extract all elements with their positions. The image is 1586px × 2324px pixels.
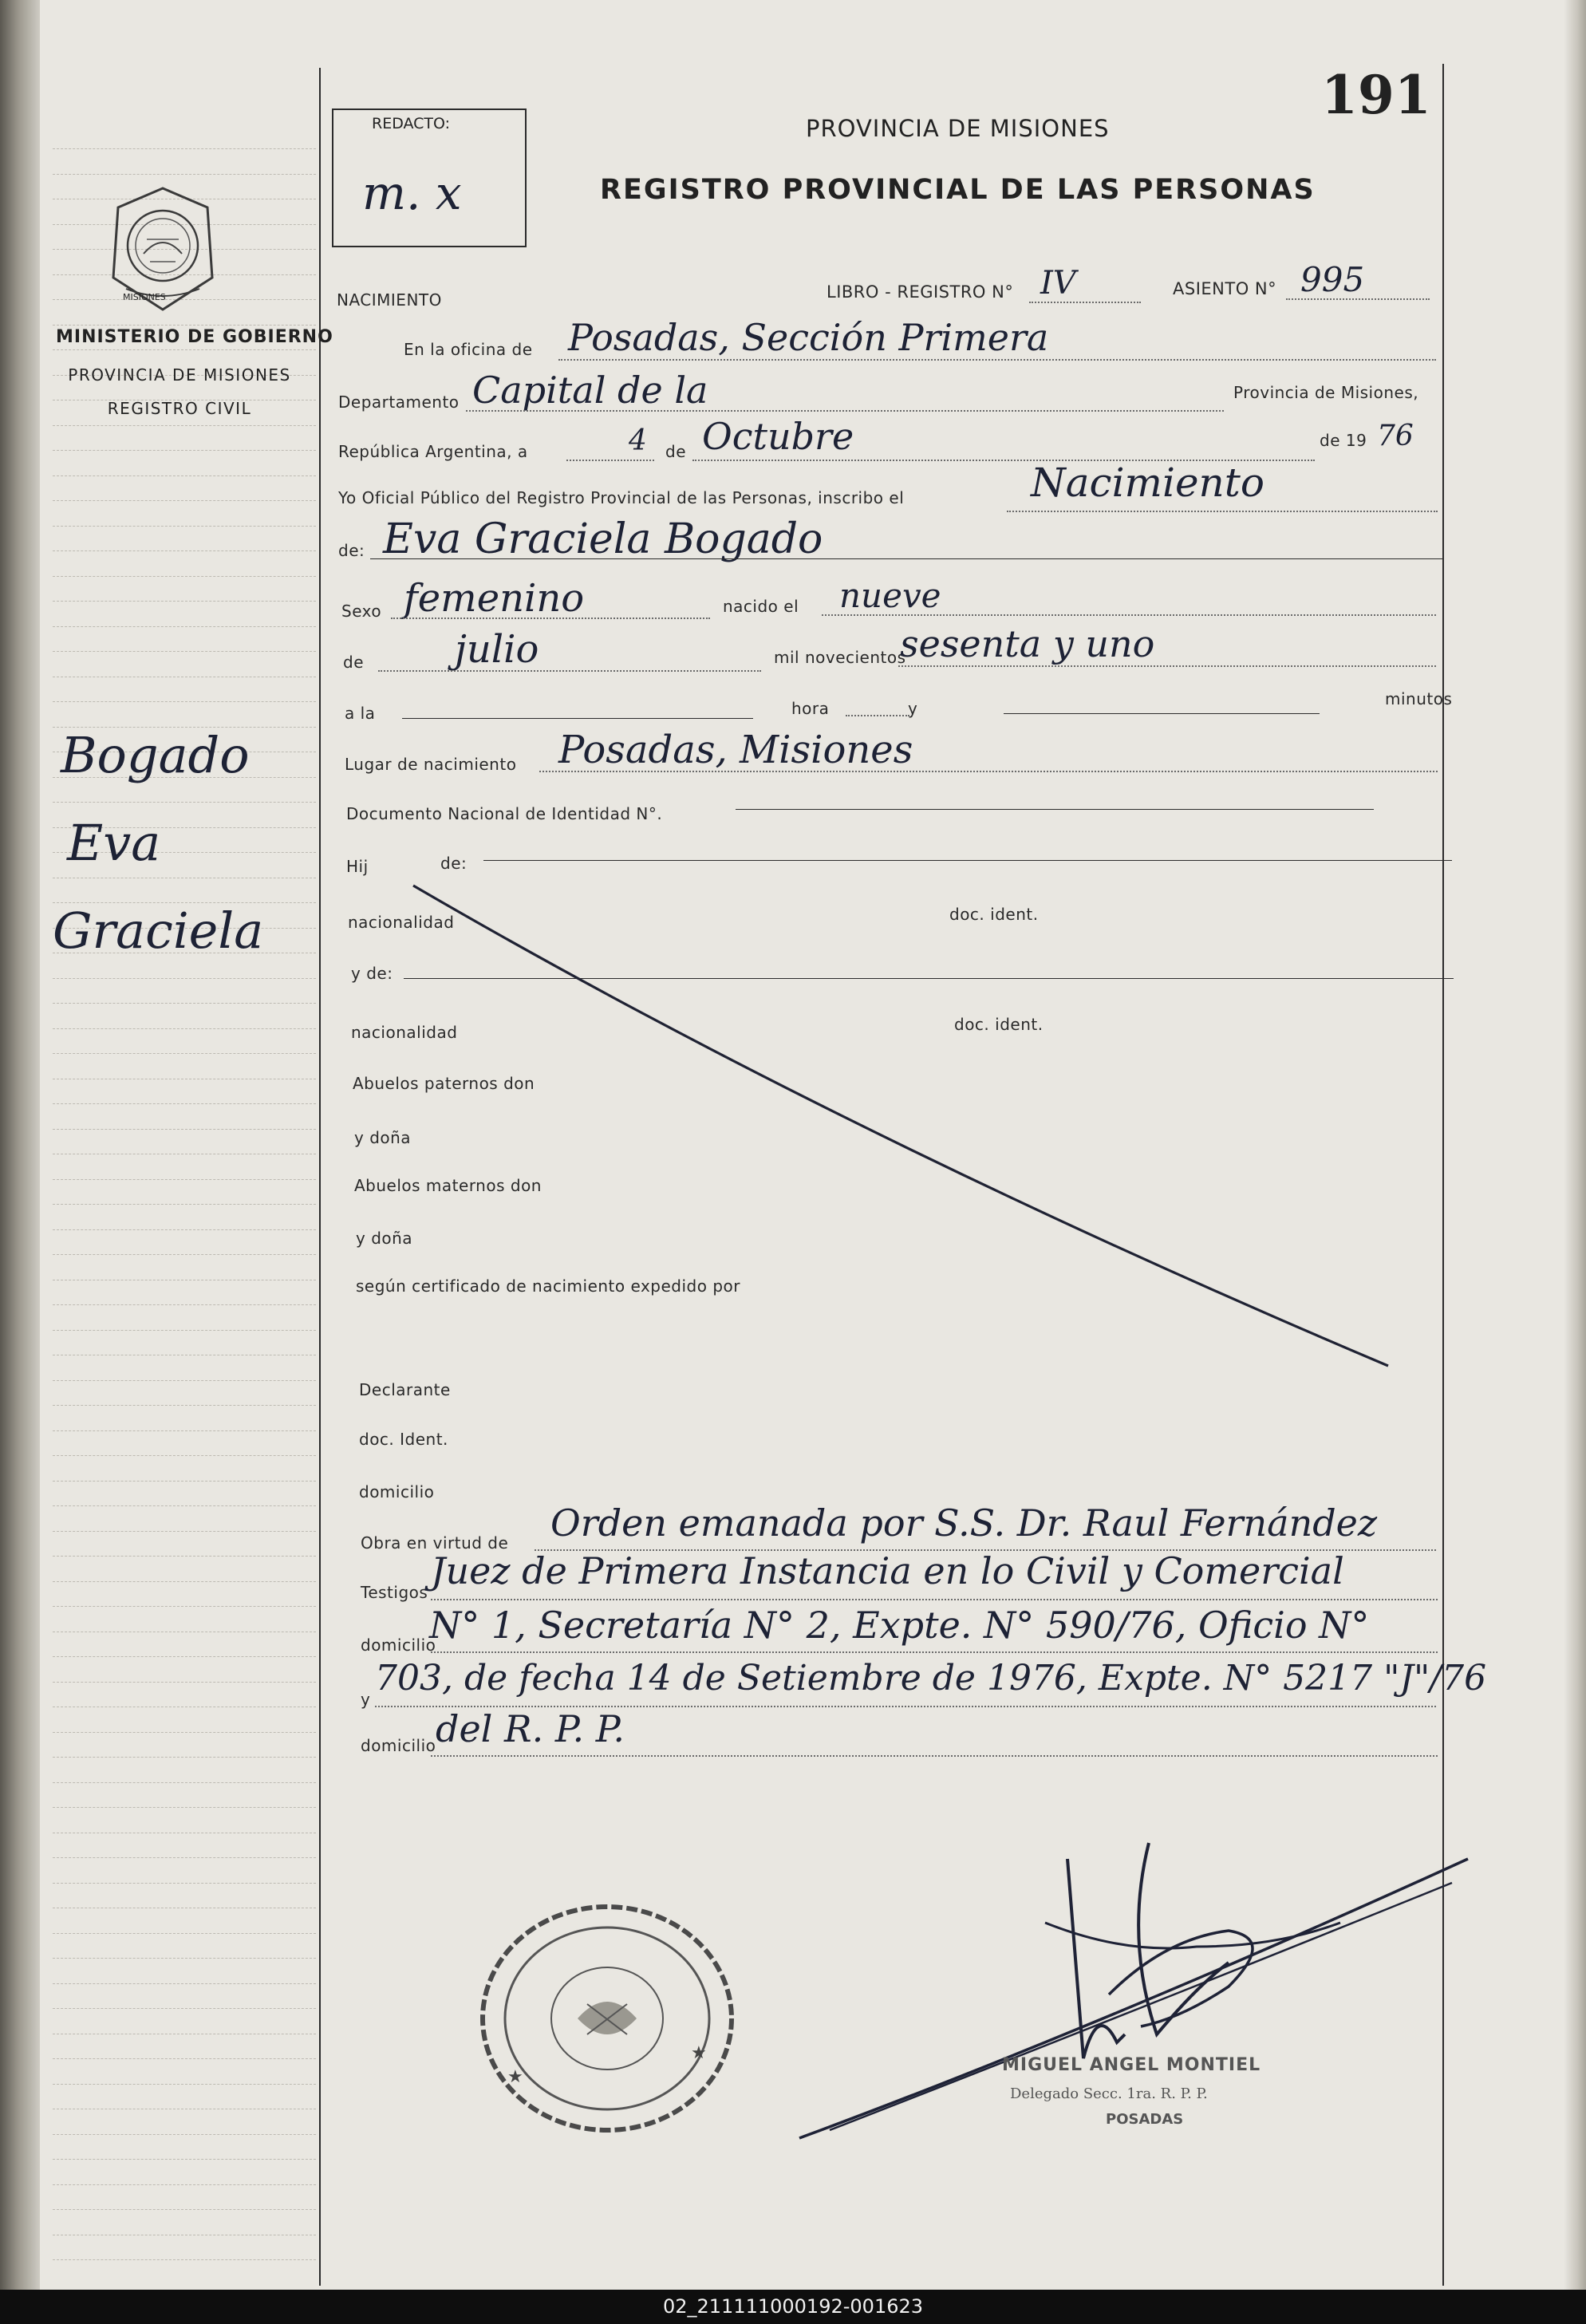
sexo-label: Sexo xyxy=(341,602,382,621)
y-label: y xyxy=(908,699,918,718)
nacionalidad-label: nacionalidad xyxy=(348,913,455,932)
record-type-label: NACIMIENTO xyxy=(337,290,442,310)
departamento-value: Capital de la xyxy=(472,369,708,412)
nombre-value: Eva Graciela Bogado xyxy=(383,515,823,563)
hij-label: Hij xyxy=(346,857,369,876)
y-dona2-label: y doña xyxy=(356,1229,413,1248)
ministry-label: MINISTERIO DE GOBIERNO xyxy=(56,327,333,347)
svg-text:★: ★ xyxy=(691,2043,707,2063)
nacionalidad2-label: nacionalidad xyxy=(351,1023,458,1042)
dni-label: Documento Nacional de Identidad N°. xyxy=(346,804,663,823)
domicilio3-dots xyxy=(431,1755,1438,1757)
official-round-seal-icon xyxy=(475,1899,739,2138)
y2-label: y xyxy=(361,1690,371,1709)
testigos-label: Testigos xyxy=(361,1583,428,1602)
asiento-label: ASIENTO N° xyxy=(1173,279,1277,298)
republica-label: República Argentina, a xyxy=(338,442,528,461)
de-padres-label: de: xyxy=(440,854,468,873)
departamento-label: Departamento xyxy=(338,393,460,412)
libro-label: LIBRO - REGISTRO N° xyxy=(827,282,1014,302)
oficina-value: Posadas, Sección Primera xyxy=(568,316,1049,359)
stamp-role: Delegado Secc. 1ra. R. P. P. xyxy=(1010,2085,1208,2102)
dia-value: 4 xyxy=(629,424,647,457)
mil-label: mil novecientos xyxy=(774,648,906,667)
testigos-value: Juez de Primera Instancia en lo Civil y Comercial xyxy=(431,1549,1344,1592)
doc-ident3-label: doc. Ident. xyxy=(359,1430,448,1449)
obra-label: Obra en virtud de xyxy=(361,1533,509,1553)
provincia-label: Provincia de Misiones, xyxy=(1233,383,1419,402)
oficina-label: En la oficina de xyxy=(404,340,533,359)
margin-first-name: Eva xyxy=(67,814,161,872)
anio-label: de 19 xyxy=(1320,431,1367,450)
redacto-label: REDACTO: xyxy=(372,115,451,132)
domicilio3-value: del R. P. P. xyxy=(436,1707,625,1750)
hora-label: hora xyxy=(791,699,830,718)
svg-text:★: ★ xyxy=(507,2067,523,2087)
margin-second-name: Graciela xyxy=(53,902,264,960)
declarante-label: Declarante xyxy=(359,1380,451,1399)
page-number: 191 xyxy=(1321,64,1431,126)
acto-value: Nacimiento xyxy=(1031,460,1264,506)
domicilio2-label: domicilio xyxy=(361,1635,436,1655)
sexo-value: femenino xyxy=(404,576,585,621)
anio-nac-value: sesenta y uno xyxy=(900,622,1155,665)
header-title: REGISTRO PROVINCIAL DE LAS PERSONAS xyxy=(600,174,1316,206)
abuelos-paternos-label: Abuelos paternos don xyxy=(353,1074,535,1093)
libro-value: IV xyxy=(1040,265,1076,302)
certificado-label: según certificado de nacimiento expedido por xyxy=(356,1276,740,1296)
doc-ident-label: doc. ident. xyxy=(949,905,1039,924)
mes-nac-value: julio xyxy=(455,627,539,672)
nacido-label: nacido el xyxy=(723,597,799,616)
stamp-city: POSADAS xyxy=(1106,2111,1184,2128)
abuelos-maternos-label: Abuelos maternos don xyxy=(354,1176,542,1195)
obra-value: Orden emanada por S.S. Dr. Raul Fernández xyxy=(550,1501,1378,1545)
office-label: REGISTRO CIVIL xyxy=(107,399,252,418)
y-dona-label: y doña xyxy=(354,1128,412,1147)
nombre-label: de: xyxy=(338,541,365,560)
province-label: PROVINCIA DE MISIONES xyxy=(68,365,291,385)
redacto-initials: m. x xyxy=(362,166,462,220)
asiento-value: 995 xyxy=(1300,260,1365,299)
testigos-dots xyxy=(431,1599,1438,1600)
y-de-label: y de: xyxy=(351,964,393,983)
anio-value: 76 xyxy=(1377,420,1414,452)
domicilio2-value: N° 1, Secretaría N° 2, Expte. N° 590/76, Oficio N° xyxy=(429,1604,1370,1647)
stamp-name: MIGUEL ANGEL MONTIEL xyxy=(1002,2055,1261,2075)
doc-ident2-label: doc. ident. xyxy=(954,1015,1044,1034)
lugar-value: Posadas, Misiones xyxy=(558,728,913,772)
header-province: PROVINCIA DE MISIONES xyxy=(806,115,1110,142)
de-label: de xyxy=(665,442,686,461)
margin-surname: Bogado xyxy=(61,726,250,784)
nacido-value: nueve xyxy=(839,576,941,615)
footer-filename: 02_211111000192-001623 xyxy=(0,2290,1586,2324)
mes-value: Octubre xyxy=(702,415,854,458)
y2-value: 703, de fecha 14 de Setiembre de 1976, Expte. N° 5217 "J"/76 xyxy=(375,1658,1487,1699)
seal-text: MISIONES xyxy=(123,292,166,302)
domicilio-label: domicilio xyxy=(359,1482,435,1501)
domicilio2-dots xyxy=(431,1651,1438,1653)
oficial-label: Yo Oficial Público del Registro Provincial de las Personas, inscribo el xyxy=(338,488,905,507)
de2-label: de xyxy=(343,653,364,672)
lugar-label: Lugar de nacimiento xyxy=(345,755,517,774)
minutos-label: minutos xyxy=(1385,689,1453,708)
domicilio3-label: domicilio xyxy=(361,1736,436,1755)
a-la-label: a la xyxy=(345,704,376,723)
